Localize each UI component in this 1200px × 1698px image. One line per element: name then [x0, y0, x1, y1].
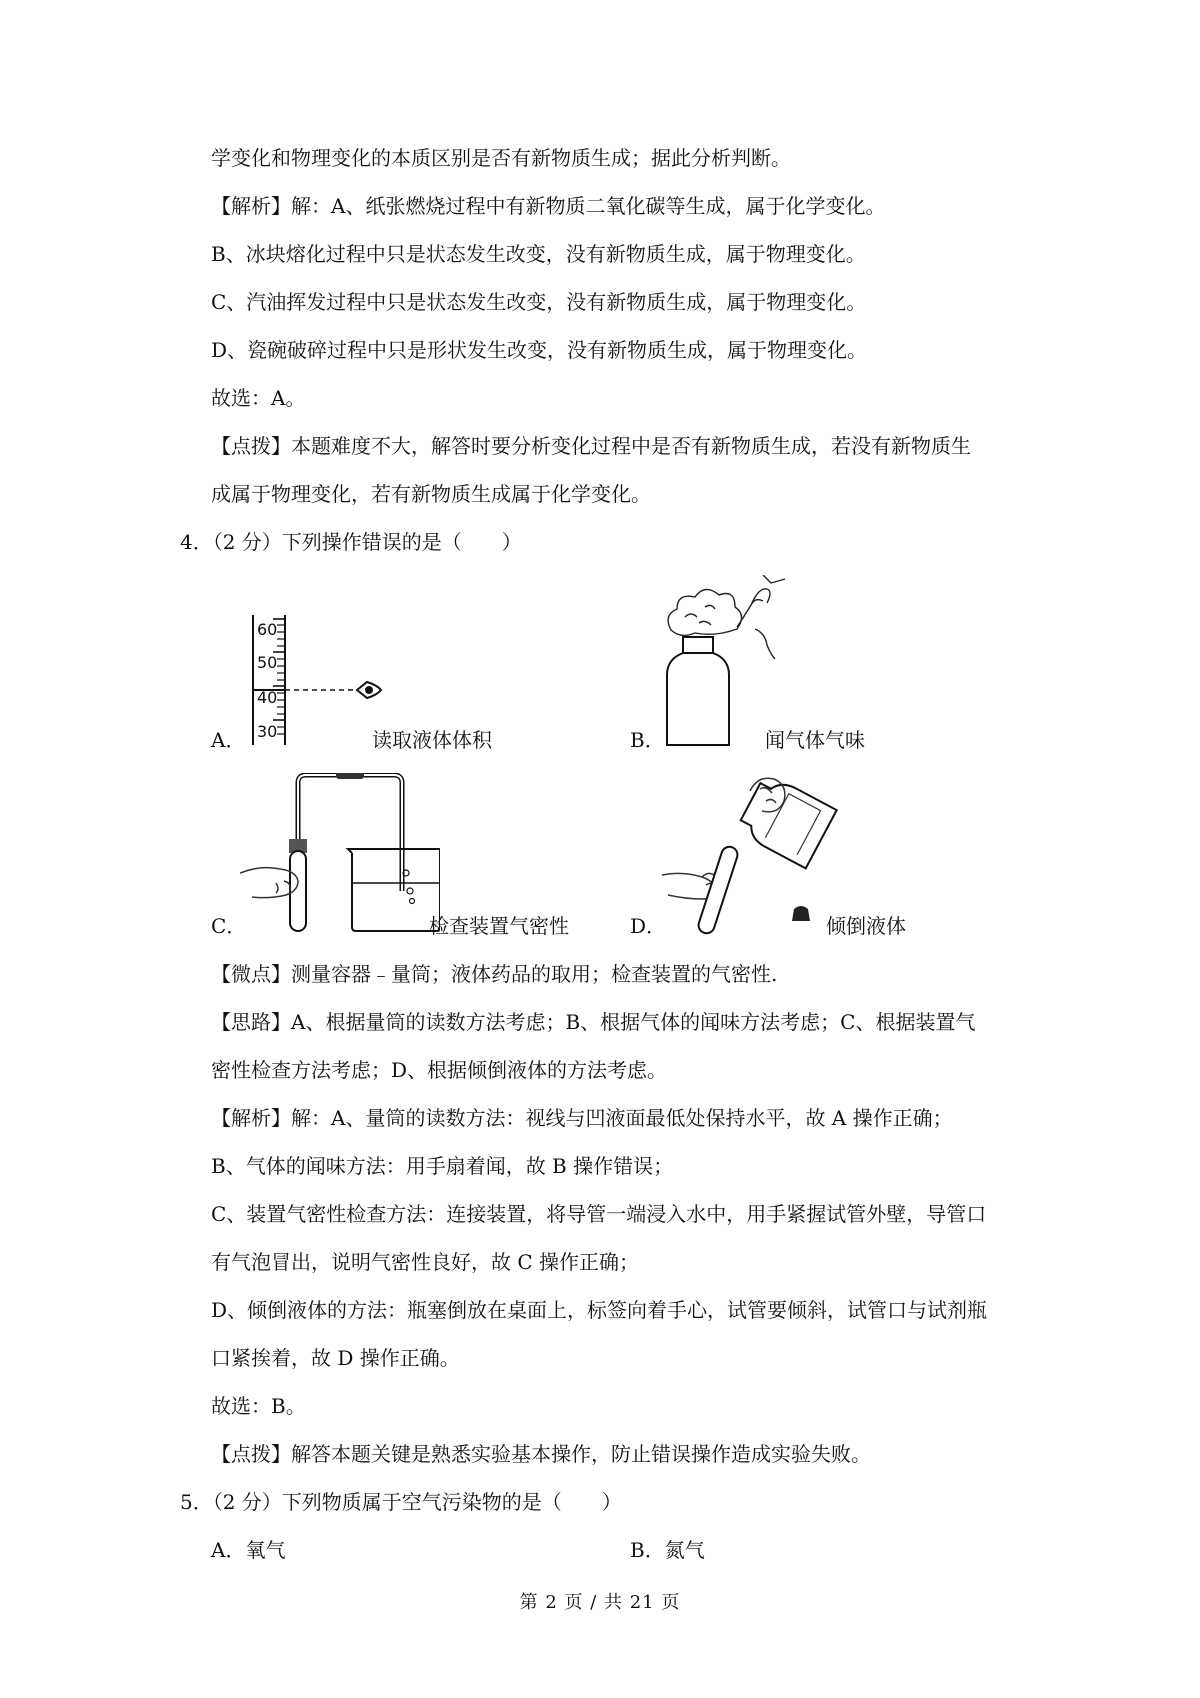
- question-4-stem: 4．（2 分）下列操作错误的是（ ）: [180, 530, 522, 554]
- option-a-caption: 读取液体体积: [372, 728, 492, 752]
- text-line: 故选：A。: [211, 386, 306, 410]
- text-line: 【点拨】本题难度不大，解答时要分析变化过程中是否有新物质生成，若没有新物质生: [211, 434, 971, 458]
- bottle-neck: [683, 637, 713, 653]
- text-line: 【解析】解：A、量筒的读数方法：视线与凹液面最低处保持水平，故 A 操作正确；: [211, 1106, 953, 1130]
- text-line: 【微点】测量容器﹣量筒；液体药品的取用；检查装置的气密性.: [211, 962, 778, 986]
- text-line: D、瓷碗破碎过程中只是形状发生改变，没有新物质生成，属于物理变化。: [211, 338, 868, 362]
- text-line: 成属于物理变化，若有新物质生成属于化学变化。: [211, 482, 651, 506]
- gas-bottle: [667, 653, 729, 745]
- cylinder-tick-label: 30: [257, 722, 278, 741]
- cylinder-minor-ticks: [277, 625, 285, 734]
- text-line: 口紧挨着，故 D 操作正确。: [211, 1346, 460, 1370]
- hand-icon: [737, 575, 785, 659]
- text-line: C、汽油挥发过程中只是状态发生改变，没有新物质生成，属于物理变化。: [211, 290, 867, 314]
- text-line: C、装置气密性检查方法：连接装置，将导管一端浸入水中，用手紧握试管外壁，导管口: [211, 1202, 987, 1226]
- text-line: B、气体的闻味方法：用手扇着闻，故 B 操作错误；: [211, 1154, 674, 1178]
- cylinder-tick-label: 50: [257, 653, 278, 672]
- option-b-label: B．: [630, 728, 665, 752]
- text-line: 密性检查方法考虑；D、根据倾倒液体的方法考虑。: [211, 1058, 668, 1082]
- rubber-connector: [336, 773, 364, 779]
- text-line: 故选：B。: [211, 1394, 306, 1418]
- bubbles: [403, 870, 415, 904]
- eye-icon: [357, 682, 381, 698]
- test-tube: [696, 845, 739, 936]
- option-d-label: D．: [630, 914, 667, 938]
- graduated-cylinder-figure: [245, 615, 395, 745]
- beaker: [348, 849, 440, 931]
- text-line: 【解析】解：A、纸张燃烧过程中有新物质二氧化碳等生成，属于化学变化。: [211, 194, 886, 218]
- text-line: 【点拨】解答本题关键是熟悉实验基本操作，防止错误操作造成实验失败。: [211, 1442, 871, 1466]
- airtightness-check-figure: [240, 773, 440, 933]
- text-line: 【思路】A、根据量筒的读数方法考虑；B、根据气体的闻味方法考虑；C、根据装置气: [211, 1010, 976, 1034]
- option-c-caption: 检查装置气密性: [429, 914, 569, 938]
- delivery-tube: [298, 775, 402, 891]
- option-d-caption: 倾倒液体: [826, 914, 906, 938]
- cylinder-tick-label: 60: [257, 620, 278, 639]
- cylinder-tick-label: 40: [257, 688, 278, 707]
- reagent-bottle: [735, 773, 837, 869]
- text-line: 学变化和物理变化的本质区别是否有新物质生成；据此分析判断。: [211, 146, 791, 170]
- gas-cloud: [668, 589, 741, 635]
- pouring-liquid-figure: [662, 765, 852, 940]
- page-footer: 第 2 页 / 共 21 页: [519, 1592, 681, 1613]
- text-line: B、冰块熔化过程中只是状态发生改变，没有新物质生成，属于物理变化。: [211, 242, 866, 266]
- question-5-option-b: B．氮气: [630, 1538, 705, 1562]
- option-b-caption: 闻气体气味: [765, 728, 865, 752]
- option-c-label: C．: [211, 914, 247, 938]
- text-line: D、倾倒液体的方法：瓶塞倒放在桌面上，标签向着手心，试管要倾斜，试管口与试剂瓶: [211, 1298, 988, 1322]
- bottle-stopper-icon: [792, 906, 810, 921]
- question-5-option-a: A．氧气: [211, 1538, 286, 1562]
- text-line: 有气泡冒出，说明气密性良好，故 C 操作正确；: [211, 1250, 640, 1274]
- question-5-stem: 5．（2 分）下列物质属于空气污染物的是（ ）: [180, 1490, 622, 1514]
- option-a-label: A．: [211, 728, 246, 752]
- smelling-gas-figure: [655, 575, 795, 750]
